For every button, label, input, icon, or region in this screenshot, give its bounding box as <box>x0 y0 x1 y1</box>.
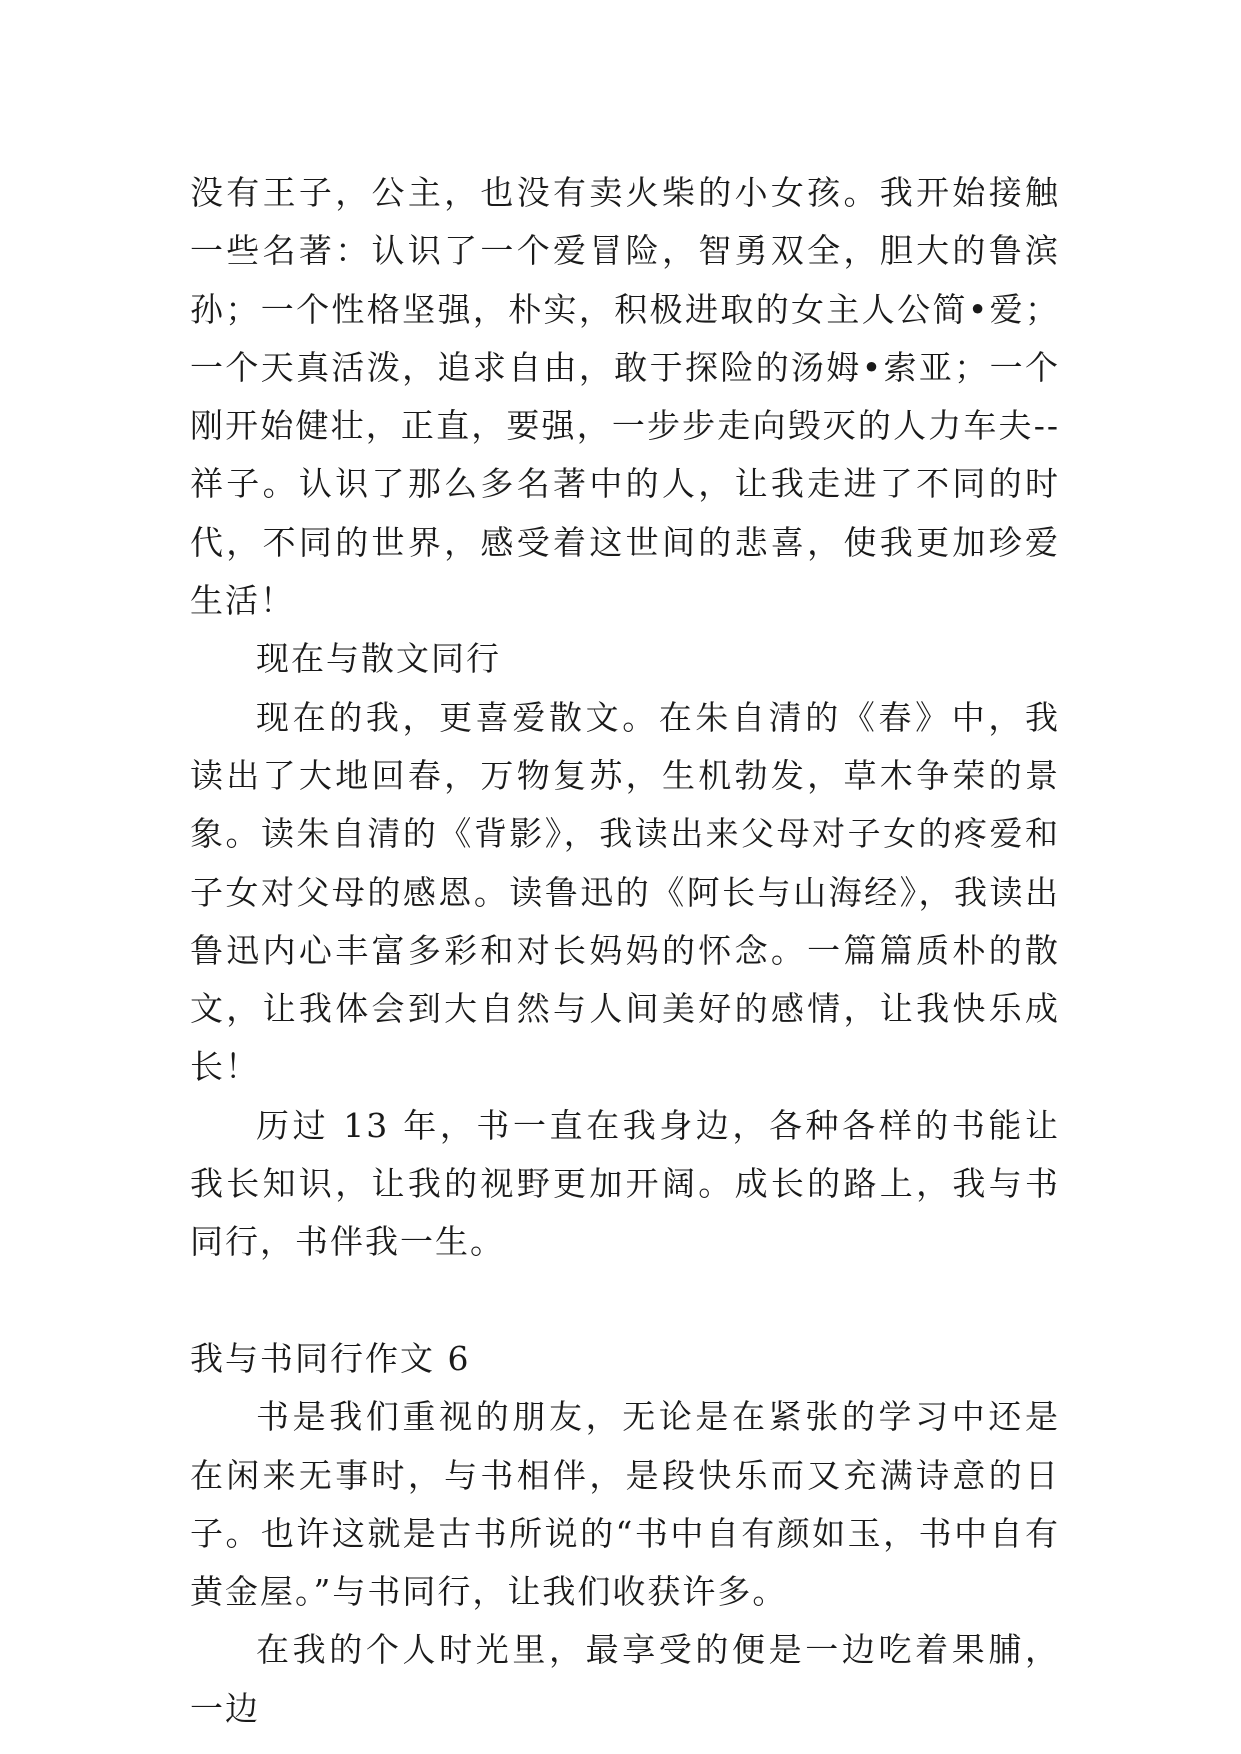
paragraph-conclusion: 历过 13 年，书一直在我身边，各种各样的书能让我长知识，让我的视野更加开阔。成长的路上，我与书同行，书伴我一生。 <box>190 1105 1060 1262</box>
document-body <box>190 164 1060 1738</box>
paragraph-prose: 现在的我，更喜爱散文。在朱自清的《春》中，我读出了大地回春，万物复苏，生机勃发，草木争荣的景象。读朱自清的《背影》，我读出来父母对子女的疼爱和子女对父母的感恩。读鲁迅的《阿长与山海经》，我读出鲁迅内心丰富多彩和对长妈妈的怀念。一篇篇质朴的散文，让我体会到大自然与人间美好的感情，让我快乐成长！ <box>190 697 1060 1087</box>
paragraph-personal-time: 在我的个人时光里，最享受的便是一边吃着果脯，一边 <box>190 1630 1060 1728</box>
paragraph-spacer <box>190 1272 1060 1330</box>
subheading-prose: 现在与散文同行 <box>256 639 501 679</box>
paragraph-intro: 书是我们重视的朋友，无论是在紧张的学习中还是在闲来无事时，与书相伴，是段快乐而又充满诗意的日子。也许这就是古书所说的“书中自有颜如玉，书中自有黄金屋。”与书同行，让我们收获许多。 <box>190 1397 1060 1612</box>
paragraph-classics: 没有王子，公主，也没有卖火柴的小女孩。我开始接触一些名著：认识了一个爱冒险，智勇双全，胆大的鲁滨孙；一个性格坚强，朴实，积极进取的女主人公简•爱；一个天真活泼，追求自由，敢于探险的汤姆•索亚；一个刚开始健壮，正直，要强，一步步走向毁灭的人力车夫--祥子。认识了那么多名著中的人，让我走进了不同的时代，不同的世界，感受着这世间的悲喜，使我更加珍爱生活！ <box>190 173 1060 621</box>
essay-title: 我与书同行作文 6 <box>190 1338 471 1378</box>
